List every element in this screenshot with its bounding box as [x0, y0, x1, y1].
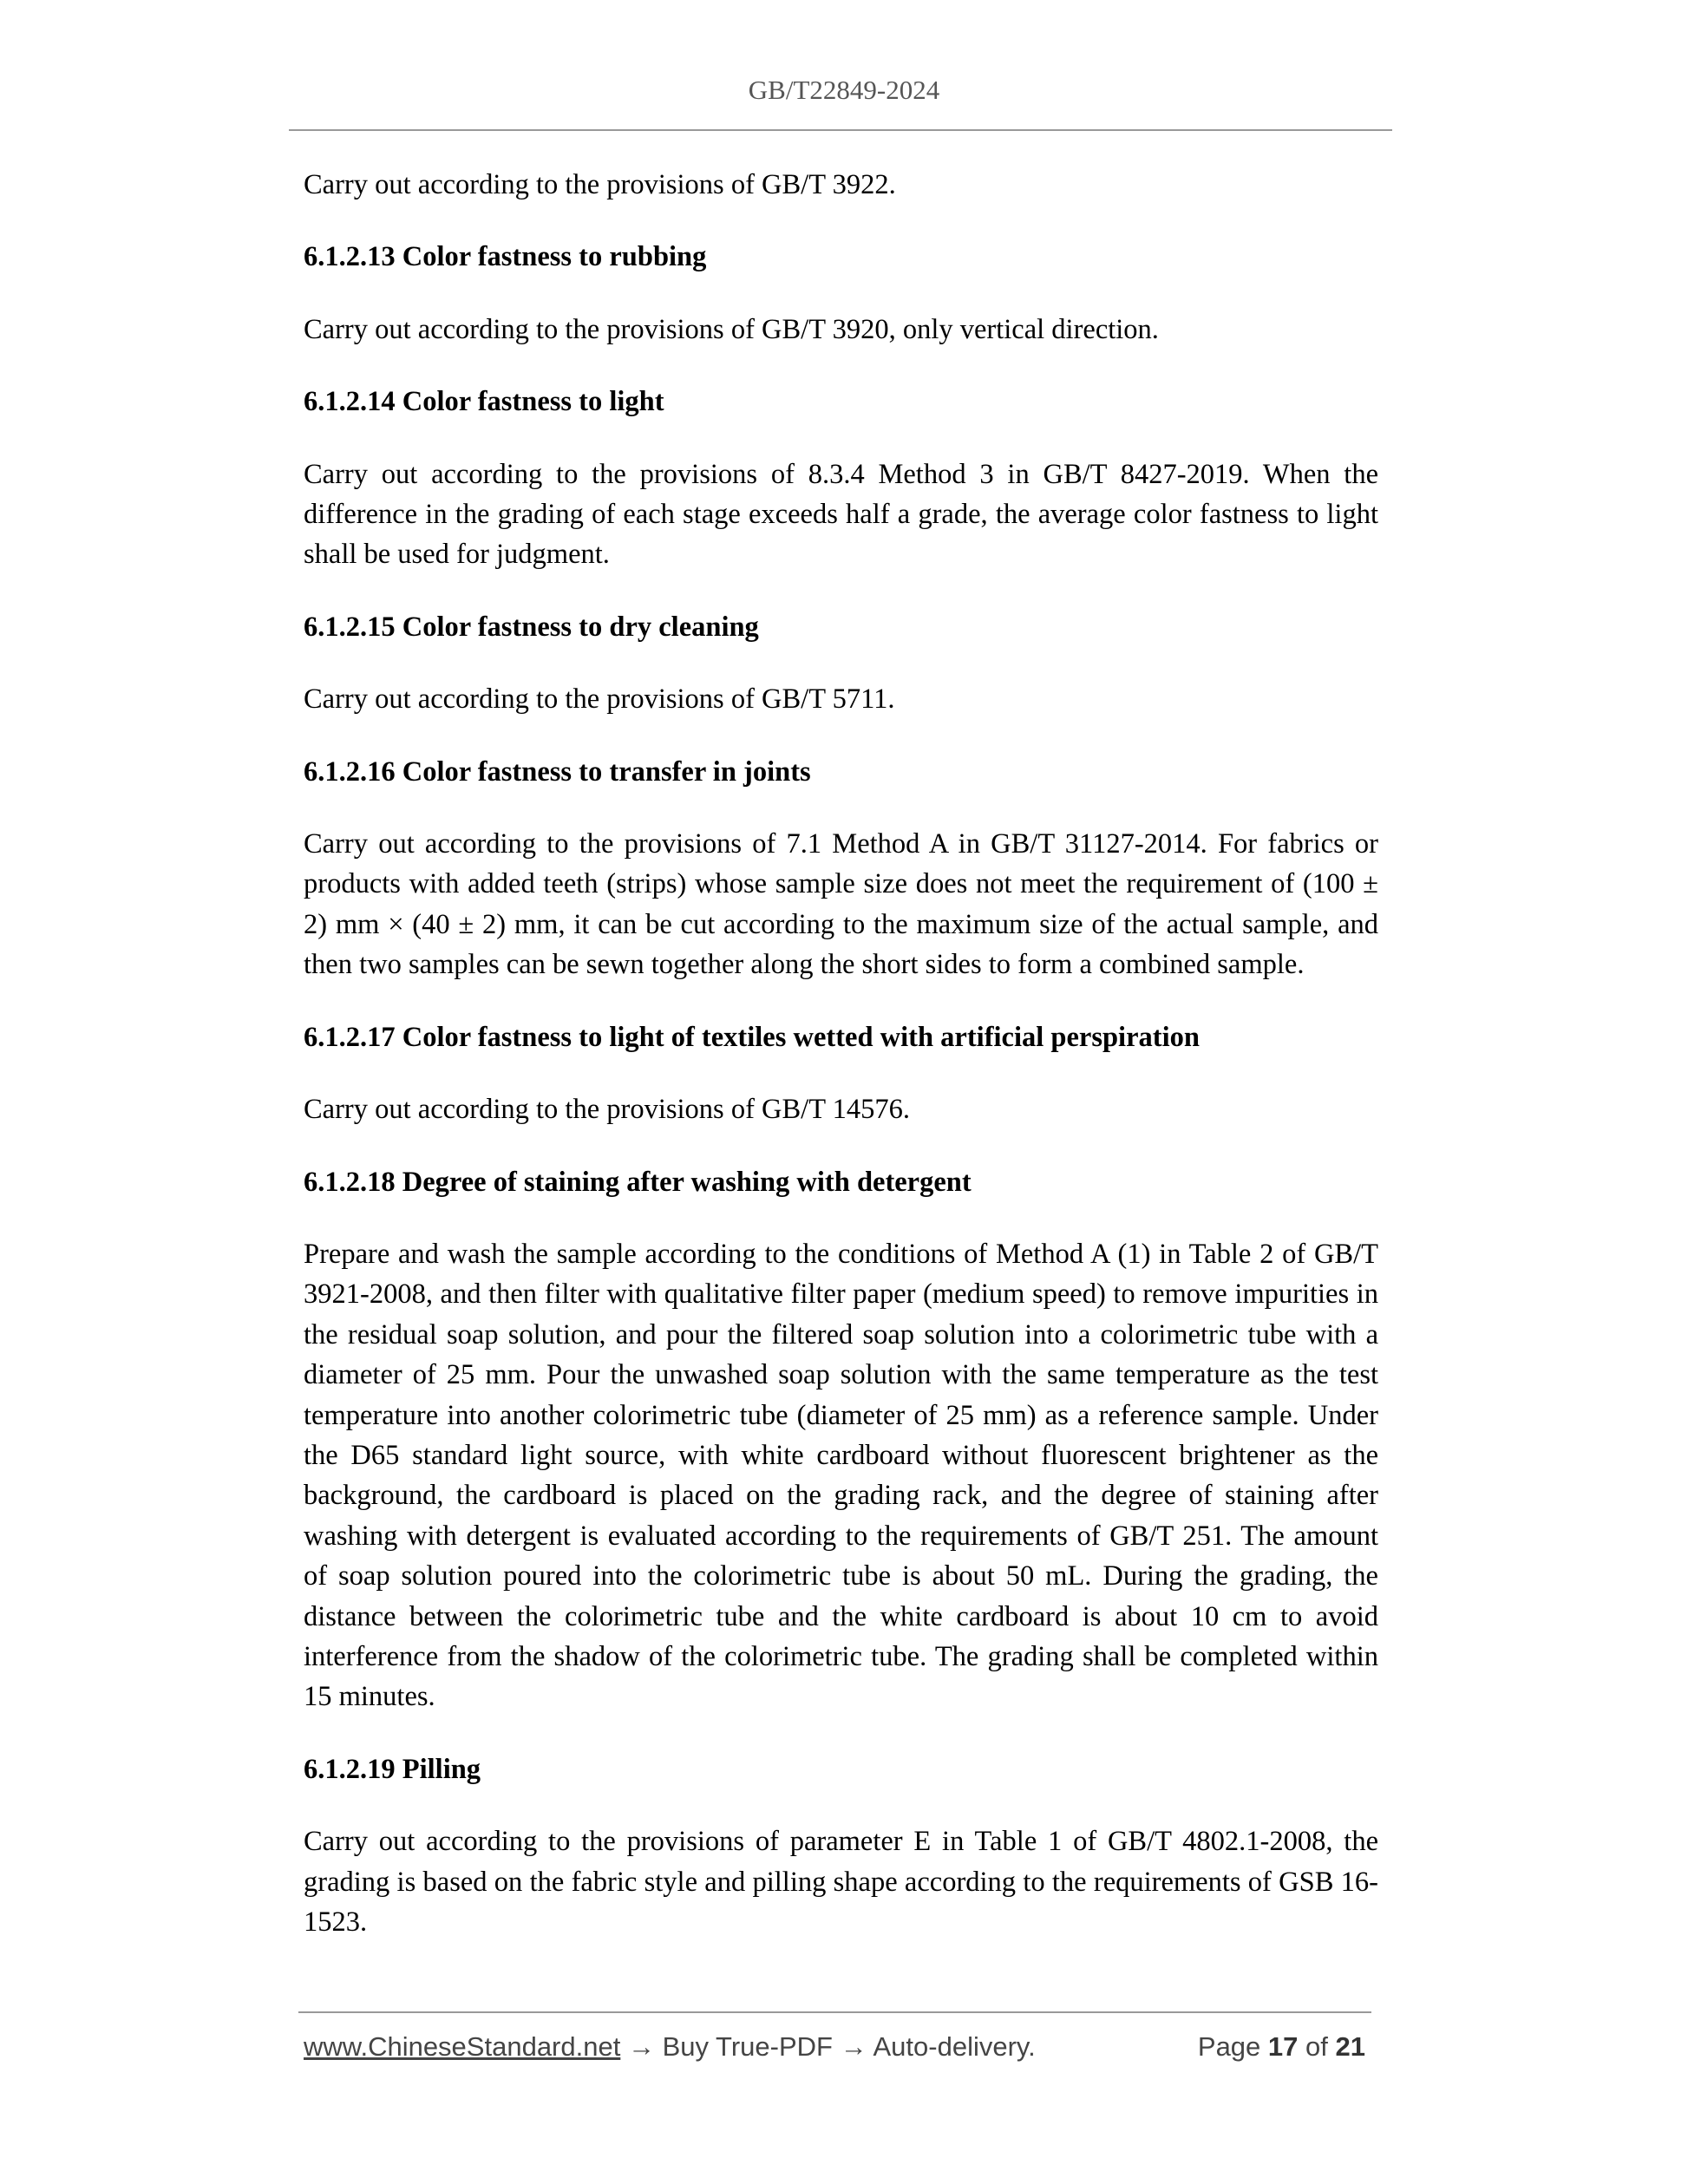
footer-promo	[304, 2031, 1036, 2063]
paragraph: Carry out according to the provisions of 8.3.4 Method 3 in GB/T 8427-2019. When the difference in the grading of each stage exceeds half a grade, the average color fastness to light shall be used for judgment.	[304, 458, 1378, 571]
footer	[304, 2031, 1365, 2063]
section-heading: 6.1.2.15 Color fastness to dry cleaning	[304, 611, 759, 643]
arrow-icon: →	[840, 2031, 867, 2062]
auto-delivery-text: Auto-delivery.	[873, 2031, 1036, 2062]
current-page: 17	[1267, 2031, 1299, 2062]
total-pages: 21	[1335, 2031, 1365, 2062]
paragraph: Carry out according to the provisions of 7.1 Method A in GB/T 31127-2014. For fabrics or products with added teeth (strips) whose sample size does not meet the requirement of (100 ± 2) mm × (40 ± 2) mm, it can be cut according to the maximum size of the actual sample, and then two samples can be sewn together along the short sides to form a combined sample.	[304, 828, 1378, 981]
paragraph: Carry out according to the provisions of GB/T 3920, only vertical direction.	[304, 313, 1159, 345]
page-label: Page	[1197, 2031, 1261, 2062]
document-body	[304, 165, 1378, 1974]
paragraph: Prepare and wash the sample according to the conditions of Method A (1) in Table 2 of GB/T 3921-2008, and then filter with qualitative filter paper (medium speed) to remove impurities in the residual soap solution, and pour the filtered soap solution into a colorimetric tube with a diameter of 25 mm. Pour the unwashed soap solution with the same temperature as the test temperature into another colorimetric tube (diameter of 25 mm) as a reference sample. Under the D65 standard light source, with white cardboard without fluorescent brightener as the background, the cardboard is placed on the grading rack, and the degree of staining after washing with detergent is evaluated according to the requirements of GB/T 251. The amount of soap solution poured into the colorimetric tube is about 50 mL. During the grading, the distance between the colorimetric tube and the white cardboard is about 10 cm to avoid interference from the shadow of the colorimetric tube. The grading shall be completed within 15 minutes.	[304, 1238, 1378, 1713]
header-divider	[289, 129, 1392, 131]
footer-divider	[298, 2011, 1371, 2013]
section-heading: 6.1.2.14 Color fastness to light	[304, 386, 664, 418]
section-heading: 6.1.2.13 Color fastness to rubbing	[304, 241, 707, 273]
document-code-header: GB/T22849-2024	[748, 75, 940, 105]
section-heading: 6.1.2.16 Color fastness to transfer in joints	[304, 755, 811, 788]
buy-pdf-text: Buy True-PDF	[662, 2031, 833, 2062]
section-heading: 6.1.2.19 Pilling	[304, 1753, 481, 1785]
paragraph: Carry out according to the provisions of GB/T 14576.	[304, 1094, 910, 1126]
section-heading: 6.1.2.17 Color fastness to light of textiles wetted with artificial perspiration	[304, 1021, 1200, 1053]
paragraph: Carry out according to the provisions of GB/T 3922.	[304, 169, 896, 200]
paragraph: Carry out according to the provisions of parameter E in Table 1 of GB/T 4802.1-2008, the grading is based on the fabric style and pilling shape according to the requirements of GSB 16-1523.	[304, 1826, 1378, 1938]
of-label: of	[1305, 2031, 1328, 2062]
website-link[interactable]: www.ChineseStandard.net	[304, 2031, 621, 2062]
arrow-icon: →	[627, 2031, 655, 2062]
paragraph: Carry out according to the provisions of GB/T 5711.	[304, 683, 895, 716]
section-heading: 6.1.2.18 Degree of staining after washing with detergent	[304, 1166, 972, 1198]
page-number	[1198, 2031, 1365, 2063]
